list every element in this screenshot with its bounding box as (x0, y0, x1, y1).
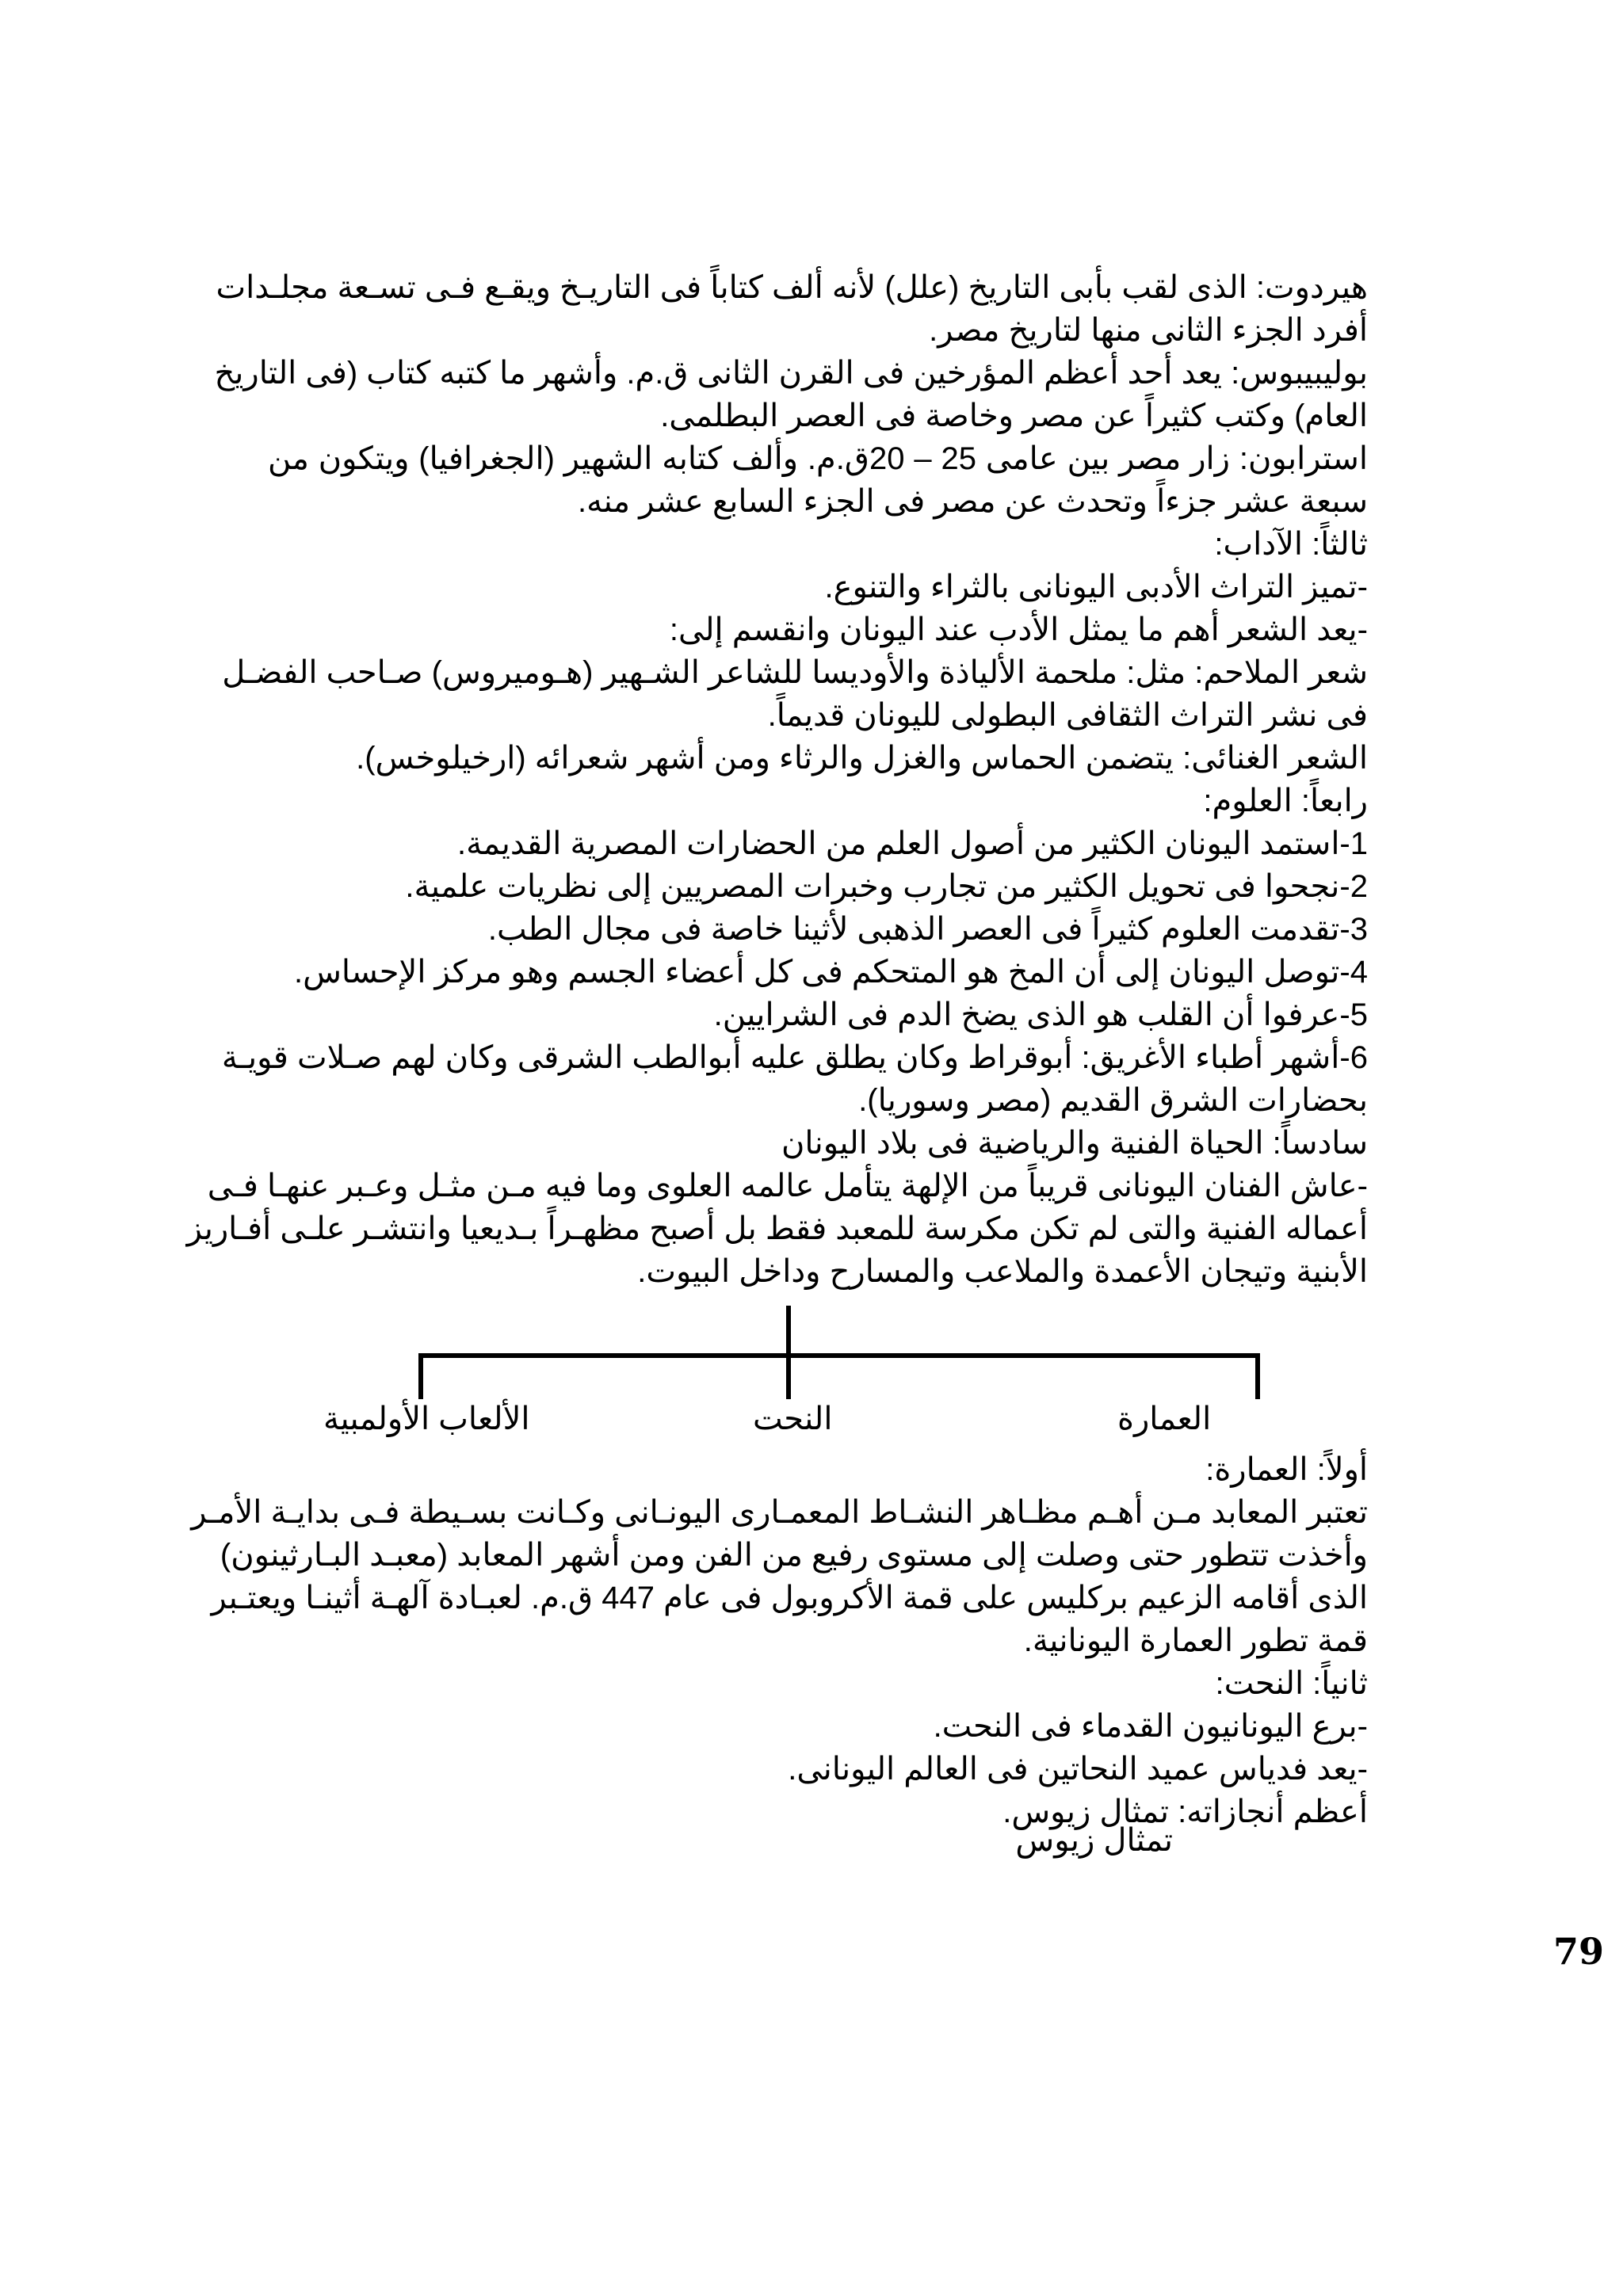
text-line: -تميز التراث الأدبى اليونانى بالثراء والتنوع. (824, 570, 1368, 605)
text-line: -برع اليونانيون القدماء فى النحت. (933, 1709, 1368, 1744)
page-number: 79 (1553, 1930, 1605, 1973)
text-line: بحضارات الشرق القديم (مصر وسوريا). (858, 1083, 1368, 1118)
text-line: رابعاً: العلوم: (1203, 784, 1368, 818)
body-text-bottom (191, 1448, 1368, 1833)
text-line: -يعد الشعر أهم ما يمثل الأدب عند اليونان وانقسم إلى: (669, 612, 1368, 647)
text-line: سبعة عشر جزءاً وتحدث عن مصر فى الجزء السابع عشر منه. (578, 484, 1368, 519)
text-line: هيردوت: الذى لقب بأبى التاريخ (علل) لأنه ألف كتاباً فى التاريـخ ويقـع فـى تسـعة مجلـدات (216, 270, 1368, 305)
text-line: الأبنية وتيجان الأعمدة والملاعب والمسارح وداخل البيوت. (637, 1254, 1368, 1289)
text-line: 1-استمد اليونان الكثير من أصول العلم من الحضارات المصرية القديمة. (457, 826, 1368, 861)
text-line: تعتبر المعابد مـن أهـم مظـاهر النشـاط المعمـارى اليونـانى وكـانت بسـيطة فـى بدايـة الأمـر (191, 1495, 1368, 1530)
text-line: -يعد فدياس عميد النحاتين فى العالم اليونانى. (788, 1752, 1368, 1787)
diagram-stem-line (786, 1306, 791, 1356)
text-line: ثالثاً: الآداب: (1214, 527, 1368, 562)
text-line: ثانياً: النحت: (1215, 1666, 1368, 1701)
text-line: شعر الملاحم: مثل: ملحمة الألياذة والأوديسا للشاعر الشـهير (هـوميروس) صـاحب الفضـل (222, 655, 1368, 690)
diagram-label-architecture: العمارة (1117, 1402, 1212, 1436)
text-line: الشعر الغنائى: يتضمن الحماس والغزل والرثاء ومن أشهر شعرائه (ارخيلوخس). (356, 741, 1368, 776)
text-line: 3-تقدمت العلوم كثيراً فى العصر الذهبى لأثينا خاصة فى مجال الطب. (487, 912, 1368, 947)
diagram-branch-line-middle (786, 1353, 791, 1399)
body-text-top (186, 266, 1369, 1293)
text-line: أعظم أنجازاته: تمثال زيوس. (1002, 1794, 1368, 1829)
text-line: العام) وكتب كثيراً عن مصر وخاصة فى العصر البطلمى. (660, 399, 1368, 433)
diagram-label-olympic-games: الألعاب الأولمبية (323, 1402, 530, 1436)
text-line: -عاش الفنان اليونانى قريباً من الإلهة يتأمل عالمه العلوى وما فيه مـن مثـل وعـبر عنهـا فـى (207, 1169, 1368, 1203)
text-line: 4-توصل اليونان إلى أن المخ هو المتحكم فى كل أعضاء الجسم وهو مركز الإحساس. (293, 955, 1368, 990)
diagram-label-sculpture: النحت (753, 1402, 833, 1436)
text-line: 5-عرفوا أن القلب هو الذى يضخ الدم فى الشرايين. (713, 997, 1368, 1032)
text-line: سادساً: الحياة الفنية والرياضية فى بلاد اليونان (781, 1126, 1368, 1161)
text-line: فى نشر التراث الثقافى البطولى لليونان قديماً. (767, 698, 1368, 733)
text-line: بوليبيبوس: يعد أحد أعظم المؤرخين فى القرن الثانى ق.م. وأشهر ما كتبه كتاب (فى التاريخ (214, 356, 1368, 391)
classification-diagram (317, 1306, 1339, 1436)
text-line: أولاً: العمارة: (1205, 1452, 1368, 1487)
diagram-branch-line-right (1255, 1353, 1260, 1399)
text-line: قمة تطور العمارة اليونانية. (1023, 1623, 1368, 1658)
text-line: الذى أقامه الزعيم بركليس على قمة الأكروبول فى عام 447 ق.م. لعبـادة آلهـة أثينـا ويعتـبر (211, 1581, 1368, 1615)
text-line: 2-نجحوا فى تحويل الكثير من تجارب وخبرات المصريين إلى نظريات علمية. (405, 869, 1368, 904)
text-line: أعماله الفنية والتى لم تكن مكرسة للمعبد فقط بل أصبح مظهـراً بـديعيا وانتشـر علـى أفـاريز (186, 1211, 1368, 1246)
diagram-horizontal-line (418, 1353, 1260, 1358)
text-line: استرابون: زار مصر بين عامى 25 – 20ق.م. وألف كتابه الشهير (الجغرافيا) ويتكون من (268, 441, 1369, 476)
diagram-branch-line-left (418, 1353, 423, 1399)
text-line: وأخذت تتطور حتى وصلت إلى مستوى رفيع من الفن ومن أشهر المعابد (معبـد البـارثينون) (220, 1538, 1368, 1573)
text-line: أفرد الجزء الثانى منها لتاريخ مصر. (929, 313, 1368, 348)
figure-caption: تمثال زيوس (1015, 1823, 1173, 1858)
text-line: 6-أشهر أطباء الأغريق: أبوقراط وكان يطلق عليه أبوالطب الشرقى وكان لهم صـلات قويـة (221, 1040, 1368, 1075)
